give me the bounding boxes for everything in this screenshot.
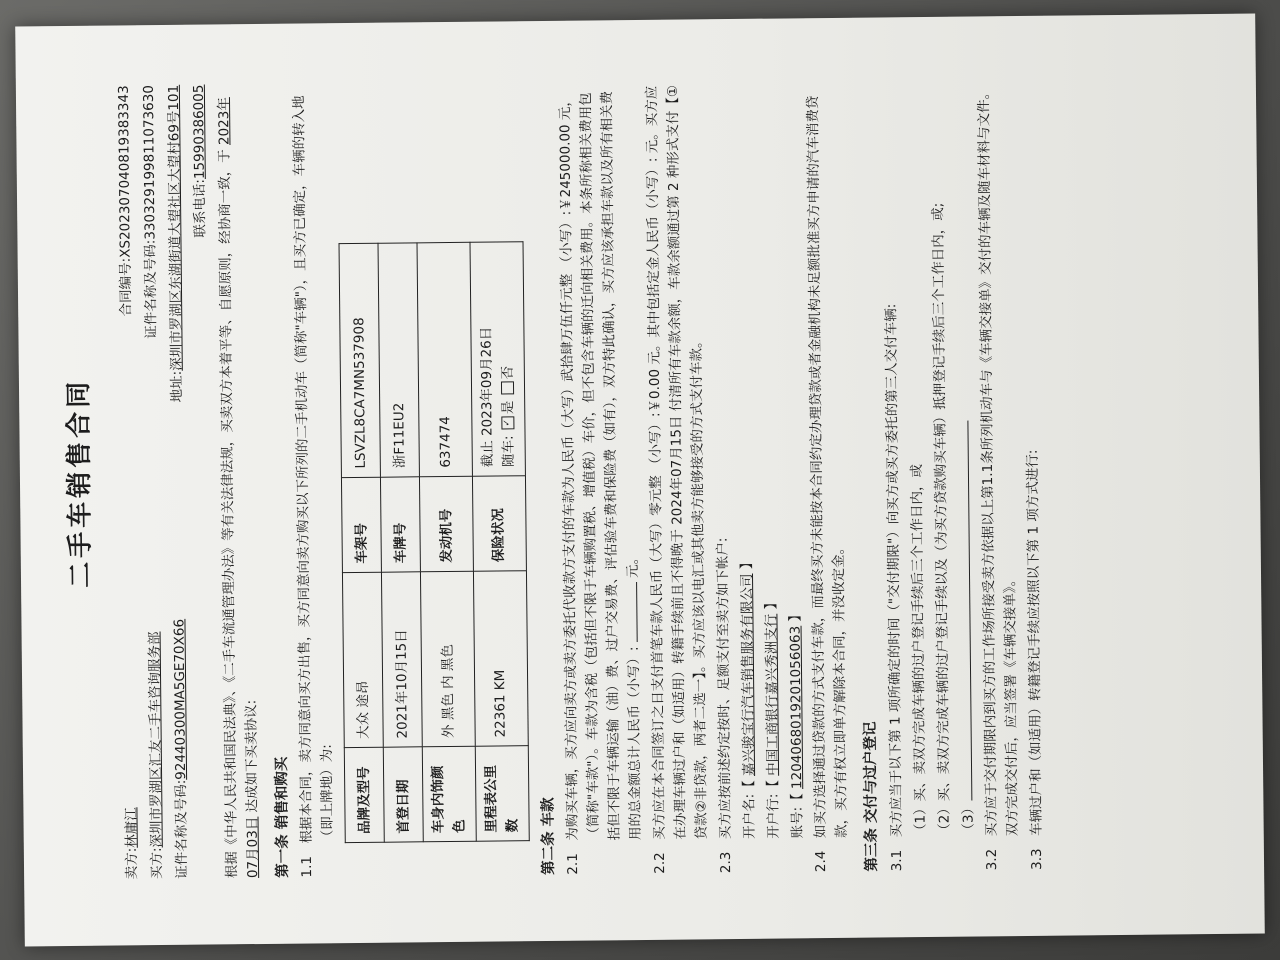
phone: 15990386005 [190,84,208,180]
header-row-3 [164,85,193,879]
clause-number: 3.3 [1029,848,1046,870]
table-row [470,242,529,842]
contract-no: XS202307040819383343 [116,85,134,258]
article-3-title: 第三条 交付与过户登记 [862,721,881,872]
article-2-title: 第二条 车款 [540,797,557,876]
contract-document [15,14,1265,947]
account-no: 1204068019201056063 [787,625,805,790]
brand-value: 大众 途昂 [343,572,384,748]
table-row [339,243,384,842]
option-2: （2）买、卖双方完成车辆的过户登记手续以及（为买方贷款购买车辆）抵押登记手续后三个工作日内，或; [929,202,953,837]
reg-date-value: 2021年10月15日 [382,571,423,747]
phone-label: 联系电话: [191,178,209,238]
account-no-label: 账号:【 [788,793,806,839]
with-car-label: 随车: [500,435,517,468]
insurance-expiry: 截止 2023年09月26日 [478,326,496,468]
bank-label: 开户行:【 [764,779,782,839]
clause-2-1 [555,80,647,875]
engine-value: 637474 [417,242,472,476]
address-label: 地址: [168,370,186,403]
phone-field [189,84,212,237]
no-label: 否 [499,365,516,380]
preamble [214,84,264,878]
table-row [378,243,423,842]
bank-name: 中国工商银行嘉兴秀洲支行 [763,613,781,776]
clause-1-1 [289,83,339,877]
preamble-text: 根据《中华人民共和国民法典》、《二手车流通管理办法》等有关法律法规，买卖双方本着平等、自愿原则，经协商一致，于 [216,149,241,879]
seller-id-field [139,85,163,339]
clause-number: 3.2 [984,848,1001,871]
document-title: 二手车销售合同 [63,377,97,589]
clause-2-2 [642,79,713,874]
header-row-2 [139,85,168,879]
clause-3-3 [1019,76,1048,870]
plate-value: 浙F11EU2 [378,243,419,477]
account-name: 嘉兴骏宝行汽车销售服务有限公司 [738,573,757,777]
vin-value: LSVZL8CA7MN537908 [339,243,380,477]
mileage-label: 里程表公里数 [475,746,529,842]
option-3-label: （3） [959,800,977,837]
plate-label: 车牌号 [381,476,421,571]
preamble-date: 2023年07月03日 [215,97,262,879]
buyer-id-field [170,619,194,879]
clause-text [642,79,713,840]
buyer-field [145,631,169,879]
option-1: （1）买、卖双方完成车辆的过户登记手续后三个工作日内，或 [908,463,929,838]
preamble-end: 达成如下买卖协议: [243,699,261,813]
insurance-label: 保险状况 [472,475,526,571]
clause-3-2 [974,76,1024,870]
contract-no-field [114,85,137,316]
bracket-close: 】 [738,555,755,570]
clause-text-a: 为购买车辆，买方应向卖方或卖方委托代收款方支付的车款为人民币（大写）武拾肆万伍仟元整 [559,273,582,841]
article-1-title: 第一条 销售和购买 [273,756,291,878]
color-value: 外 黑色 内 黑色 [421,571,476,747]
vehicle-table [339,241,530,843]
clause-text [555,80,647,841]
buyer-id-label: 证件名称及号码: [173,779,191,879]
clause-number: 2.4 [813,850,830,873]
yes-label: 是 [500,400,517,415]
vin-label: 车架号 [342,477,382,572]
clause-2-4 [803,78,853,872]
color-label: 车身内饰颜色 [422,746,476,842]
empty-box-icon [501,381,514,394]
clause-text-a: 买方应在本合同签订之日支付首笔车款人民币（大写）零元整 [647,475,668,840]
clause-text: 根据本合同，卖方同意向买方出售，买方同意向卖方购买以下所列的二手机动车（简称"车辆"），且买方已确定，车辆的转入地（即上牌地）为: [291,95,337,844]
account-name-label: 开户名:【 [740,780,758,839]
header-row-1 [114,85,143,879]
clause-text: 车辆过户和（如适用）转籍登记手续应按照以下第 1 项方式进行: [1024,449,1046,836]
insurance-with-car [496,250,519,467]
table-row [417,242,476,842]
bracket-close: 】 [762,595,779,610]
buyer-id-no: 92440300MA5GE70X66 [171,618,190,780]
mileage-value: 22361 KM [473,570,528,746]
buyer-label: 买方: [149,847,166,880]
seller-label: 卖方: [124,847,141,880]
clause-number: 2.3 [717,851,734,874]
seller-field [122,807,144,879]
clause-text-c: 元。 [624,550,642,579]
clause-text-b: （小写）:￥245000.00 元，（简称"车款"）。车款为含税（包括但不限于车辆购置税、增值税）车价，但不包含车辆的迁向相关费用。本条所称相关费用包括但不限于车辆运输（油）费、过户交易费、评估验车费和保险费（如有），双方特此确认，买方应该承担车款以及所有相关费用的总金额总计人民币（小写）: [557,90,644,841]
blank-field [967,421,972,801]
buyer-name: 深圳市罗湖区汇友二手车咨询服务部 [146,631,166,848]
blank-field [636,582,638,642]
clause-text-b: （小写）:￥0.00 元。其中包括定金人民币（小写）: 元。买方应在办理车辆过户和（如适用）转籍手续前且不得晚于 2024年07月15日 付清所有车款余额，车款余额通过第 2 种形式支付【①贷款②非贷款，两者二选一】。买方应该以电汇或其他卖方能够接受的方式支付车款。 [643,84,710,840]
bracket-close: 】 [786,607,804,622]
checked-box-icon: ✓ [502,416,515,429]
seller-id-no: 330329199811073630 [141,85,159,240]
contract-no-label: 合同编号: [117,257,135,317]
brand-label: 品牌及型号 [344,747,384,842]
clause-number: 1.1 [299,855,316,878]
clause-text: 如买方选择通过贷款的方式支付车款，而最终买方未能按本合同约定办理贷款或者金融机构未足额批准买方申请的汽车消费贷款，买方有权立即单方解除本合同，并没收定金。 [805,95,851,839]
header-row-4 [189,84,218,878]
reg-date-label: 首登日期 [383,747,423,842]
insurance-value [470,242,525,476]
clause-text: 买方应当于以下第 1 项所确定的时间（"交付期限"）向买方或买方委托的第三人交付车辆: [882,303,905,838]
address-field [164,85,188,403]
clause-text: 买方应按前述约定按时、足额支付至卖方如下帐户: [714,537,734,840]
address: 深圳市罗湖区东湖街道大望社区大望村69号101 [165,84,185,371]
seller-id-label: 证件名称及号码: [142,239,160,339]
engine-label: 发动机号 [420,476,474,572]
seller-name: 林庸江 [123,807,141,848]
clause-number: 2.2 [651,852,669,874]
clause-text: 买方应于交付期限内到买方的工作场所接受卖方依据以上第1.1条所列机动车与《车辆交接单》交付的车辆及随车材料与文件。双方完成交付后，应当签署《车辆交接单》。 [976,85,1022,837]
clause-number: 2.1 [565,853,582,875]
clause-number: 3.1 [888,849,905,872]
